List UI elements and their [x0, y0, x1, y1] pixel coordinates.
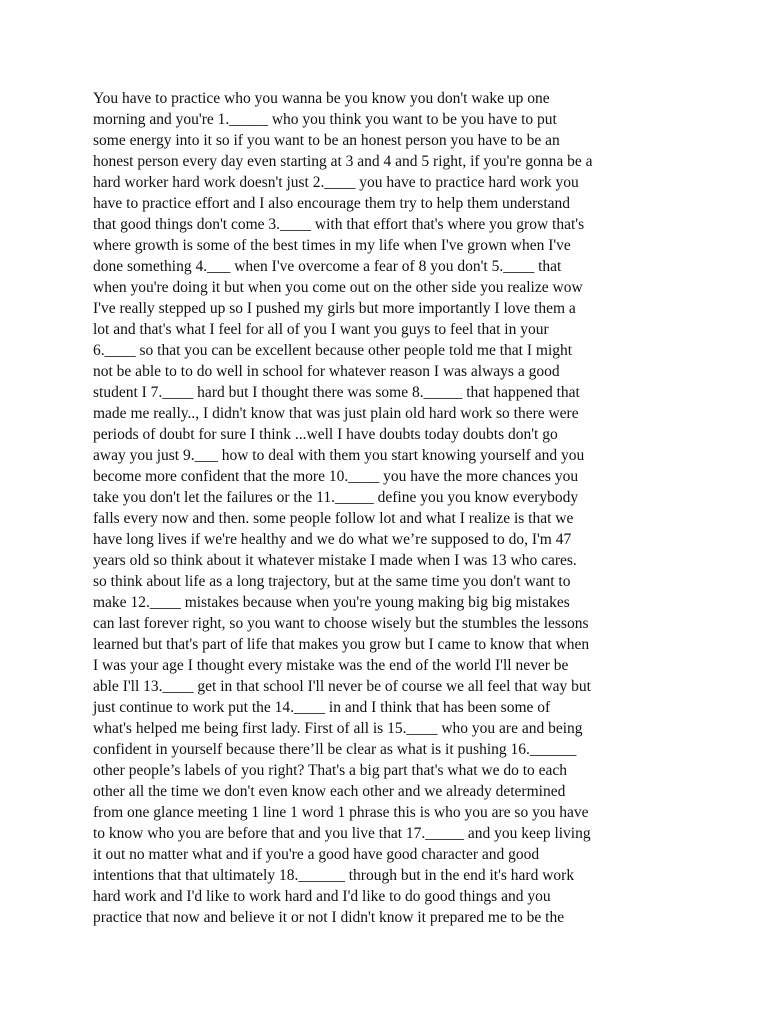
- text-line: years old so think about it whatever mistake I made when I was 13 who cares.: [93, 552, 577, 569]
- text-line: student I 7.____ hard but I thought there was some 8._____ that happened that: [93, 384, 580, 401]
- text-line: have to practice effort and I also encourage them try to help them understand: [93, 195, 571, 212]
- text-line: some energy into it so if you want to be an honest person you have to be an: [93, 132, 560, 149]
- text-line: able I'll 13.____ get in that school I'll never be of course we all feel that way but: [93, 678, 591, 695]
- text-line: confident in yourself because there’ll be clear as what is it pushing 16.______: [93, 741, 577, 758]
- text-line: learned but that's part of life that makes you grow but I came to know that when: [93, 636, 590, 653]
- text-line: morning and you're 1._____ who you think you want to be you have to put: [93, 111, 557, 128]
- text-line: hard worker hard work doesn't just 2.____ you have to practice hard work you: [93, 174, 579, 191]
- text-line: that good things don't come 3.____ with that effort that's where you grow that's: [93, 216, 585, 233]
- text-line: become more confident that the more 10.____ you have the more chances you: [93, 468, 579, 485]
- text-line: honest person every day even starting at 3 and 4 and 5 right, if you're gonna be a: [93, 153, 593, 170]
- text-line: periods of doubt for sure I think ...well I have doubts today doubts don't go: [93, 426, 558, 443]
- text-line: intentions that that ultimately 18.______ through but in the end it's hard work: [93, 867, 575, 884]
- text-line: have long lives if we're healthy and we do what we’re supposed to do, I'm 47: [93, 531, 572, 548]
- text-line: practice that now and believe it or not I didn't know it prepared me to be the: [93, 909, 565, 926]
- text-line: done something 4.___ when I've overcome a fear of 8 you don't 5.____ that: [93, 258, 562, 275]
- text-line: not be able to to do well in school for whatever reason I was always a good: [93, 363, 560, 380]
- text-line: hard work and I'd like to work hard and I'd like to do good things and you: [93, 888, 551, 905]
- text-line: I was your age I thought every mistake was the end of the world I'll never be: [93, 657, 569, 674]
- text-line: take you don't let the failures or the 11._____ define you you know everybody: [93, 489, 579, 506]
- text-line: so think about life as a long trajectory, but at the same time you don't want to: [93, 573, 571, 590]
- text-line: to know who you are before that and you live that 17._____ and you keep living: [93, 825, 591, 842]
- text-line: from one glance meeting 1 line 1 word 1 phrase this is who you are so you have: [93, 804, 589, 821]
- text-line: made me really.., I didn't know that was just plain old hard work so there were: [93, 405, 579, 422]
- text-line: where growth is some of the best times in my life when I've grown when I've: [93, 237, 571, 254]
- text-line: falls every now and then. some people follow lot and what I realize is that we: [93, 510, 574, 527]
- text-line: it out no matter what and if you're a good have good character and good: [93, 846, 540, 863]
- text-line: just continue to work put the 14.____ in and I think that has been some of: [93, 699, 551, 716]
- text-line: 6.____ so that you can be excellent because other people told me that I might: [93, 342, 573, 359]
- passage-text: [93, 88, 768, 928]
- text-line: I've really stepped up so I pushed my girls but more importantly I love them a: [93, 300, 576, 317]
- text-line: make 12.____ mistakes because when you're young making big big mistakes: [93, 594, 570, 611]
- text-line: You have to practice who you wanna be you know you don't wake up one: [93, 90, 550, 107]
- text-line: lot and that's what I feel for all of you I want you guys to feel that in your: [93, 321, 549, 338]
- text-line: what's helped me being first lady. First of all is 15.____ who you are and being: [93, 720, 583, 737]
- text-line: other people’s labels of you right? That's a big part that's what we do to each: [93, 762, 568, 779]
- text-line: other all the time we don't even know each other and we already determined: [93, 783, 566, 800]
- text-line: can last forever right, so you want to choose wisely but the stumbles the lessons: [93, 615, 589, 632]
- text-line: away you just 9.___ how to deal with them you start knowing yourself and you: [93, 447, 585, 464]
- text-line: when you're doing it but when you come out on the other side you realize wow: [93, 279, 583, 296]
